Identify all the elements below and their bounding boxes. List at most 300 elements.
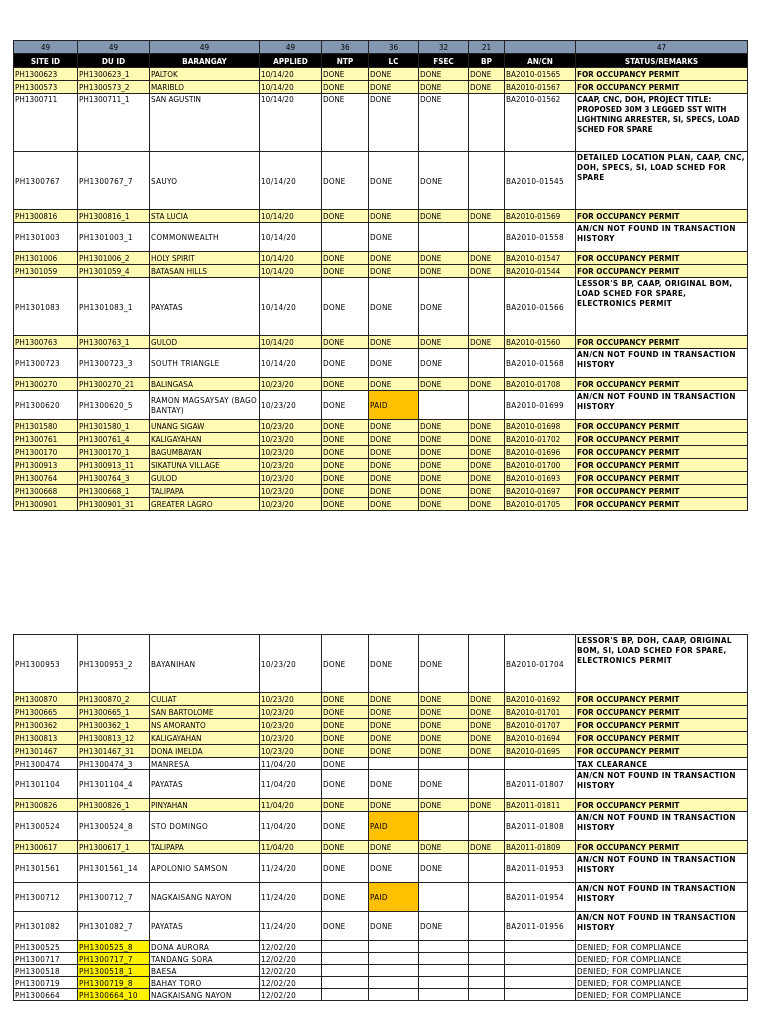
ntp-cell: DONE [322, 693, 369, 706]
an-cn-cell: BA2010-01705 [505, 498, 576, 511]
lc-cell: DONE [369, 498, 419, 511]
status-remarks-cell: FOR OCCUPANCY PERMIT [576, 420, 748, 433]
lc-cell: DONE [369, 693, 419, 706]
ntp-cell: DONE [322, 94, 369, 152]
lc-cell: DONE [369, 770, 419, 799]
du-id-cell: PH1301003_1 [78, 223, 150, 252]
fsec-cell: DONE [419, 152, 469, 210]
table-row [14, 706, 748, 719]
table-row [14, 391, 748, 420]
table-row [14, 485, 748, 498]
an-cn-cell: BA2011-01956 [505, 912, 576, 941]
applied-date-cell: 10/14/20 [260, 278, 322, 336]
applied-date-cell: 10/14/20 [260, 349, 322, 378]
lc-cell: DONE [369, 446, 419, 459]
status-remarks-cell: FOR OCCUPANCY PERMIT [576, 433, 748, 446]
ntp-cell: DONE [322, 485, 369, 498]
status-remarks-cell: DENIED; FOR COMPLIANCE [576, 941, 748, 953]
table-row [14, 941, 748, 953]
site-id-cell: PH1300761 [14, 433, 78, 446]
site-id-cell: PH1300763 [14, 336, 78, 349]
status-remarks-cell: FOR OCCUPANCY PERMIT [576, 719, 748, 732]
fsec-cell: DONE [419, 472, 469, 485]
barangay-cell: DONA IMELDA [150, 745, 260, 758]
table-row [14, 210, 748, 223]
column-count-cell: 49 [260, 41, 322, 54]
an-cn-cell: BA2010-01698 [505, 420, 576, 433]
site-id-cell: PH1301580 [14, 420, 78, 433]
barangay-cell: PINYAHAN [150, 799, 260, 812]
bp-cell: DONE [469, 252, 505, 265]
table-row [14, 152, 748, 210]
table-row [14, 459, 748, 472]
bp-cell [469, 758, 505, 770]
fsec-cell: DONE [419, 799, 469, 812]
du-id-cell: PH1300717_7 [78, 953, 150, 965]
status-remarks-cell: FOR OCCUPANCY PERMIT [576, 706, 748, 719]
applied-date-cell: 11/24/20 [260, 912, 322, 941]
an-cn-cell [505, 989, 576, 1001]
status-remarks-cell: DENIED; FOR COMPLIANCE [576, 953, 748, 965]
lc-cell: DONE [369, 68, 419, 81]
lc-cell: DONE [369, 210, 419, 223]
applied-date-cell: 10/23/20 [260, 693, 322, 706]
applied-date-cell: 10/23/20 [260, 498, 322, 511]
barangay-cell: STO DOMINGO [150, 812, 260, 841]
du-id-cell: PH1301059_4 [78, 265, 150, 278]
fsec-cell [419, 977, 469, 989]
status-remarks-cell: FOR OCCUPANCY PERMIT [576, 485, 748, 498]
site-id-cell: PH1300712 [14, 883, 78, 912]
site-id-cell: PH1301059 [14, 265, 78, 278]
du-id-cell: PH1300826_1 [78, 799, 150, 812]
du-id-cell: PH1301104_4 [78, 770, 150, 799]
status-remarks-cell: AN/CN NOT FOUND IN TRANSACTION HISTORY [576, 854, 748, 883]
table-row [14, 336, 748, 349]
bp-cell: DONE [469, 81, 505, 94]
ntp-cell: DONE [322, 745, 369, 758]
fsec-cell: DONE [419, 265, 469, 278]
applied-date-cell: 10/14/20 [260, 81, 322, 94]
table-row [14, 719, 748, 732]
ntp-cell: DONE [322, 81, 369, 94]
lc-cell: DONE [369, 81, 419, 94]
an-cn-cell: BA2011-01807 [505, 770, 576, 799]
table-row [14, 965, 748, 977]
ntp-cell: DONE [322, 391, 369, 420]
an-cn-cell: BA2010-01692 [505, 693, 576, 706]
an-cn-cell: BA2010-01569 [505, 210, 576, 223]
fsec-cell: DONE [419, 635, 469, 693]
status-remarks-cell: FOR OCCUPANCY PERMIT [576, 799, 748, 812]
bp-cell: DONE [469, 68, 505, 81]
status-remarks-cell: LESSOR'S BP, DOH, CAAP, ORIGINAL BOM, SI, LOAD SCHED FOR SPARE, ELECTRONICS PERMIT [576, 635, 748, 693]
bp-cell [469, 854, 505, 883]
an-cn-cell: BA2010-01560 [505, 336, 576, 349]
fsec-cell: DONE [419, 732, 469, 745]
barangay-cell: MANRESA [150, 758, 260, 770]
fsec-cell: DONE [419, 841, 469, 854]
fsec-cell: DONE [419, 459, 469, 472]
status-remarks-cell: CAAP, CNC, DOH, PROJECT TITLE: PROPOSED 30M 3 LEGGED SST WITH LIGHTNING ARRESTER, SI, SPECS, LOAD SCHED FOR SPARE [576, 94, 748, 152]
du-id-cell: PH1300524_8 [78, 812, 150, 841]
permit-table-2 [13, 634, 748, 1001]
table-row [14, 854, 748, 883]
ntp-cell: DONE [322, 472, 369, 485]
barangay-cell: UNANG SIGAW [150, 420, 260, 433]
applied-date-cell: 10/14/20 [260, 152, 322, 210]
lc-cell [369, 989, 419, 1001]
du-id-cell: PH1300953_2 [78, 635, 150, 693]
bp-cell [469, 349, 505, 378]
an-cn-cell: BA2010-01544 [505, 265, 576, 278]
ntp-cell: DONE [322, 706, 369, 719]
applied-date-cell: 10/23/20 [260, 391, 322, 420]
bp-cell [469, 278, 505, 336]
fsec-cell: DONE [419, 446, 469, 459]
table-row [14, 94, 748, 152]
table-row [14, 977, 748, 989]
table-row [14, 799, 748, 812]
applied-date-cell: 12/02/20 [260, 953, 322, 965]
du-id-cell: PH1300623_1 [78, 68, 150, 81]
an-cn-cell [505, 758, 576, 770]
bp-cell [469, 223, 505, 252]
du-id-cell: PH1300170_1 [78, 446, 150, 459]
barangay-cell: BAYANIHAN [150, 635, 260, 693]
fsec-cell: DONE [419, 68, 469, 81]
fsec-cell: DONE [419, 854, 469, 883]
status-remarks-cell: AN/CN NOT FOUND IN TRANSACTION HISTORY [576, 812, 748, 841]
bp-cell [469, 977, 505, 989]
applied-date-cell: 10/14/20 [260, 210, 322, 223]
applied-date-cell: 10/23/20 [260, 719, 322, 732]
status-remarks-cell: FOR OCCUPANCY PERMIT [576, 841, 748, 854]
an-cn-cell: BA2010-01701 [505, 706, 576, 719]
fsec-cell [419, 965, 469, 977]
an-cn-cell [505, 941, 576, 953]
du-id-cell: PH1300664_10 [78, 989, 150, 1001]
fsec-cell: DONE [419, 378, 469, 391]
lc-cell: PAID [369, 812, 419, 841]
lc-cell: PAID [369, 391, 419, 420]
column-count-row [14, 41, 748, 54]
applied-date-cell: 10/23/20 [260, 485, 322, 498]
lc-cell [369, 953, 419, 965]
barangay-cell: RAMON MAGSAYSAY (BAGO BANTAY) [150, 391, 260, 420]
lc-cell: DONE [369, 485, 419, 498]
site-id-cell: PH1300826 [14, 799, 78, 812]
bp-cell: DONE [469, 336, 505, 349]
column-header: BP [469, 54, 505, 68]
ntp-cell: DONE [322, 68, 369, 81]
site-id-cell: PH1300719 [14, 977, 78, 989]
du-id-cell: PH1300620_5 [78, 391, 150, 420]
applied-date-cell: 11/04/20 [260, 799, 322, 812]
barangay-cell: STA LUCIA [150, 210, 260, 223]
an-cn-cell: BA2011-01811 [505, 799, 576, 812]
an-cn-cell: BA2010-01699 [505, 391, 576, 420]
table-row [14, 989, 748, 1001]
table-row [14, 265, 748, 278]
barangay-cell: TALIPAPA [150, 841, 260, 854]
site-id-cell: PH1301082 [14, 912, 78, 941]
du-id-cell: PH1300474_3 [78, 758, 150, 770]
status-remarks-cell: FOR OCCUPANCY PERMIT [576, 265, 748, 278]
column-header: FSEC [419, 54, 469, 68]
status-remarks-cell: FOR OCCUPANCY PERMIT [576, 472, 748, 485]
status-remarks-cell: AN/CN NOT FOUND IN TRANSACTION HISTORY [576, 770, 748, 799]
lc-cell: DONE [369, 912, 419, 941]
du-id-cell: PH1300711_1 [78, 94, 150, 152]
barangay-cell: GULOD [150, 336, 260, 349]
barangay-cell: APOLONIO SAMSON [150, 854, 260, 883]
an-cn-cell: BA2010-01697 [505, 485, 576, 498]
applied-date-cell: 10/14/20 [260, 252, 322, 265]
an-cn-cell: BA2010-01545 [505, 152, 576, 210]
column-header: DU ID [78, 54, 150, 68]
site-id-cell: PH1300170 [14, 446, 78, 459]
status-remarks-cell: DENIED; FOR COMPLIANCE [576, 965, 748, 977]
bp-cell: DONE [469, 446, 505, 459]
lc-cell [369, 758, 419, 770]
status-remarks-cell: FOR OCCUPANCY PERMIT [576, 732, 748, 745]
column-count-cell [505, 41, 576, 54]
site-id-cell: PH1300573 [14, 81, 78, 94]
table-row [14, 883, 748, 912]
lc-cell [369, 941, 419, 953]
du-id-cell: PH1300719_8 [78, 977, 150, 989]
lc-cell: DONE [369, 433, 419, 446]
ntp-cell [322, 223, 369, 252]
applied-date-cell: 10/14/20 [260, 336, 322, 349]
barangay-cell: GULOD [150, 472, 260, 485]
barangay-cell: GREATER LAGRO [150, 498, 260, 511]
status-remarks-cell: FOR OCCUPANCY PERMIT [576, 252, 748, 265]
column-count-cell: 47 [576, 41, 748, 54]
lc-cell: DONE [369, 349, 419, 378]
an-cn-cell [505, 965, 576, 977]
site-id-cell: PH1301561 [14, 854, 78, 883]
site-id-cell: PH1300723 [14, 349, 78, 378]
table-row [14, 278, 748, 336]
column-header-row [14, 54, 748, 68]
site-id-cell: PH1300767 [14, 152, 78, 210]
an-cn-cell: BA2010-01694 [505, 732, 576, 745]
applied-date-cell: 10/14/20 [260, 68, 322, 81]
site-id-cell: PH1300518 [14, 965, 78, 977]
fsec-cell [419, 223, 469, 252]
fsec-cell [419, 391, 469, 420]
du-id-cell: PH1300668_1 [78, 485, 150, 498]
ntp-cell: DONE [322, 498, 369, 511]
lc-cell: DONE [369, 719, 419, 732]
ntp-cell: DONE [322, 883, 369, 912]
fsec-cell: DONE [419, 433, 469, 446]
status-remarks-cell: FOR OCCUPANCY PERMIT [576, 210, 748, 223]
bp-cell: DONE [469, 732, 505, 745]
du-id-cell: PH1300525_8 [78, 941, 150, 953]
table-row [14, 693, 748, 706]
ntp-cell: DONE [322, 912, 369, 941]
an-cn-cell: BA2010-01695 [505, 745, 576, 758]
ntp-cell: DONE [322, 378, 369, 391]
du-id-cell: PH1300518_1 [78, 965, 150, 977]
applied-date-cell: 12/02/20 [260, 965, 322, 977]
site-id-cell: PH1300362 [14, 719, 78, 732]
permit-table-1 [13, 40, 748, 511]
an-cn-cell [505, 953, 576, 965]
site-id-cell: PH1300717 [14, 953, 78, 965]
bp-cell: DONE [469, 706, 505, 719]
site-id-cell: PH1300816 [14, 210, 78, 223]
barangay-cell: BAHAY TORO [150, 977, 260, 989]
an-cn-cell: BA2011-01953 [505, 854, 576, 883]
applied-date-cell: 10/23/20 [260, 706, 322, 719]
bp-cell [469, 391, 505, 420]
fsec-cell: DONE [419, 349, 469, 378]
an-cn-cell: BA2010-01704 [505, 635, 576, 693]
ntp-cell [322, 953, 369, 965]
lc-cell: DONE [369, 378, 419, 391]
applied-date-cell: 11/04/20 [260, 770, 322, 799]
barangay-cell: NAGKAISANG NAYON [150, 989, 260, 1001]
fsec-cell [419, 941, 469, 953]
table-row [14, 252, 748, 265]
an-cn-cell: BA2010-01568 [505, 349, 576, 378]
status-remarks-cell: DENIED; FOR COMPLIANCE [576, 989, 748, 1001]
ntp-cell: DONE [322, 732, 369, 745]
barangay-cell: HOLY SPIRIT [150, 252, 260, 265]
barangay-cell: BAGUMBAYAN [150, 446, 260, 459]
applied-date-cell: 10/23/20 [260, 459, 322, 472]
table-row [14, 420, 748, 433]
site-id-cell: PH1300870 [14, 693, 78, 706]
du-id-cell: PH1301006_2 [78, 252, 150, 265]
applied-date-cell: 10/23/20 [260, 635, 322, 693]
status-remarks-cell: AN/CN NOT FOUND IN TRANSACTION HISTORY [576, 912, 748, 941]
site-id-cell: PH1300665 [14, 706, 78, 719]
fsec-cell: DONE [419, 745, 469, 758]
column-header: BARANGAY [150, 54, 260, 68]
site-id-cell: PH1301006 [14, 252, 78, 265]
applied-date-cell: 10/14/20 [260, 223, 322, 252]
bp-cell: DONE [469, 433, 505, 446]
status-remarks-cell: FOR OCCUPANCY PERMIT [576, 81, 748, 94]
table-row [14, 81, 748, 94]
lc-cell: PAID [369, 883, 419, 912]
du-id-cell: PH1301467_31 [78, 745, 150, 758]
bp-cell: DONE [469, 459, 505, 472]
bp-cell [469, 883, 505, 912]
barangay-cell: NS AMORANTO [150, 719, 260, 732]
table-row [14, 812, 748, 841]
du-id-cell: PH1300573_2 [78, 81, 150, 94]
lc-cell: DONE [369, 745, 419, 758]
table-row [14, 68, 748, 81]
du-id-cell: PH1300764_3 [78, 472, 150, 485]
du-id-cell: PH1301580_1 [78, 420, 150, 433]
lc-cell: DONE [369, 472, 419, 485]
fsec-cell: DONE [419, 81, 469, 94]
site-id-cell: PH1300617 [14, 841, 78, 854]
table-row [14, 446, 748, 459]
du-id-cell: PH1301561_14 [78, 854, 150, 883]
lc-cell: DONE [369, 459, 419, 472]
column-count-cell: 36 [322, 41, 369, 54]
status-remarks-cell: FOR OCCUPANCY PERMIT [576, 336, 748, 349]
ntp-cell: DONE [322, 278, 369, 336]
ntp-cell [322, 965, 369, 977]
ntp-cell [322, 989, 369, 1001]
ntp-cell: DONE [322, 433, 369, 446]
status-remarks-cell: DENIED; FOR COMPLIANCE [576, 977, 748, 989]
status-remarks-cell: AN/CN NOT FOUND IN TRANSACTION HISTORY [576, 391, 748, 420]
du-id-cell: PH1300362_1 [78, 719, 150, 732]
barangay-cell: TANDANG SORA [150, 953, 260, 965]
site-id-cell: PH1300813 [14, 732, 78, 745]
fsec-cell: DONE [419, 706, 469, 719]
site-id-cell: PH1300620 [14, 391, 78, 420]
bp-cell [469, 770, 505, 799]
bp-cell: DONE [469, 485, 505, 498]
an-cn-cell: BA2010-01700 [505, 459, 576, 472]
lc-cell: DONE [369, 94, 419, 152]
barangay-cell: PAYATAS [150, 770, 260, 799]
bp-cell [469, 965, 505, 977]
barangay-cell: MARIBLO [150, 81, 260, 94]
column-count-cell: 49 [14, 41, 78, 54]
ntp-cell: DONE [322, 210, 369, 223]
lc-cell [369, 965, 419, 977]
ntp-cell: DONE [322, 812, 369, 841]
ntp-cell [322, 941, 369, 953]
an-cn-cell: BA2010-01565 [505, 68, 576, 81]
table-row [14, 223, 748, 252]
bp-cell: DONE [469, 472, 505, 485]
an-cn-cell: BA2010-01696 [505, 446, 576, 459]
column-count-cell: 49 [150, 41, 260, 54]
du-id-cell: PH1300813_12 [78, 732, 150, 745]
site-id-cell: PH1300270 [14, 378, 78, 391]
barangay-cell: PAYATAS [150, 278, 260, 336]
ntp-cell: DONE [322, 770, 369, 799]
lc-cell: DONE [369, 223, 419, 252]
ntp-cell: DONE [322, 349, 369, 378]
applied-date-cell: 12/02/20 [260, 989, 322, 1001]
bp-cell: DONE [469, 841, 505, 854]
table-row [14, 732, 748, 745]
applied-date-cell: 12/02/20 [260, 941, 322, 953]
barangay-cell: CULIAT [150, 693, 260, 706]
status-remarks-cell: FOR OCCUPANCY PERMIT [576, 378, 748, 391]
table-row [14, 745, 748, 758]
du-id-cell: PH1300901_31 [78, 498, 150, 511]
an-cn-cell: BA2010-01707 [505, 719, 576, 732]
du-id-cell: PH1300270_21 [78, 378, 150, 391]
barangay-cell: KALIGAYAHAN [150, 433, 260, 446]
bp-cell: DONE [469, 799, 505, 812]
applied-date-cell: 11/24/20 [260, 854, 322, 883]
ntp-cell: DONE [322, 459, 369, 472]
ntp-cell: DONE [322, 152, 369, 210]
ntp-cell: DONE [322, 252, 369, 265]
table-row [14, 912, 748, 941]
column-count-cell: 49 [78, 41, 150, 54]
table-row [14, 378, 748, 391]
bp-cell: DONE [469, 420, 505, 433]
ntp-cell: DONE [322, 336, 369, 349]
